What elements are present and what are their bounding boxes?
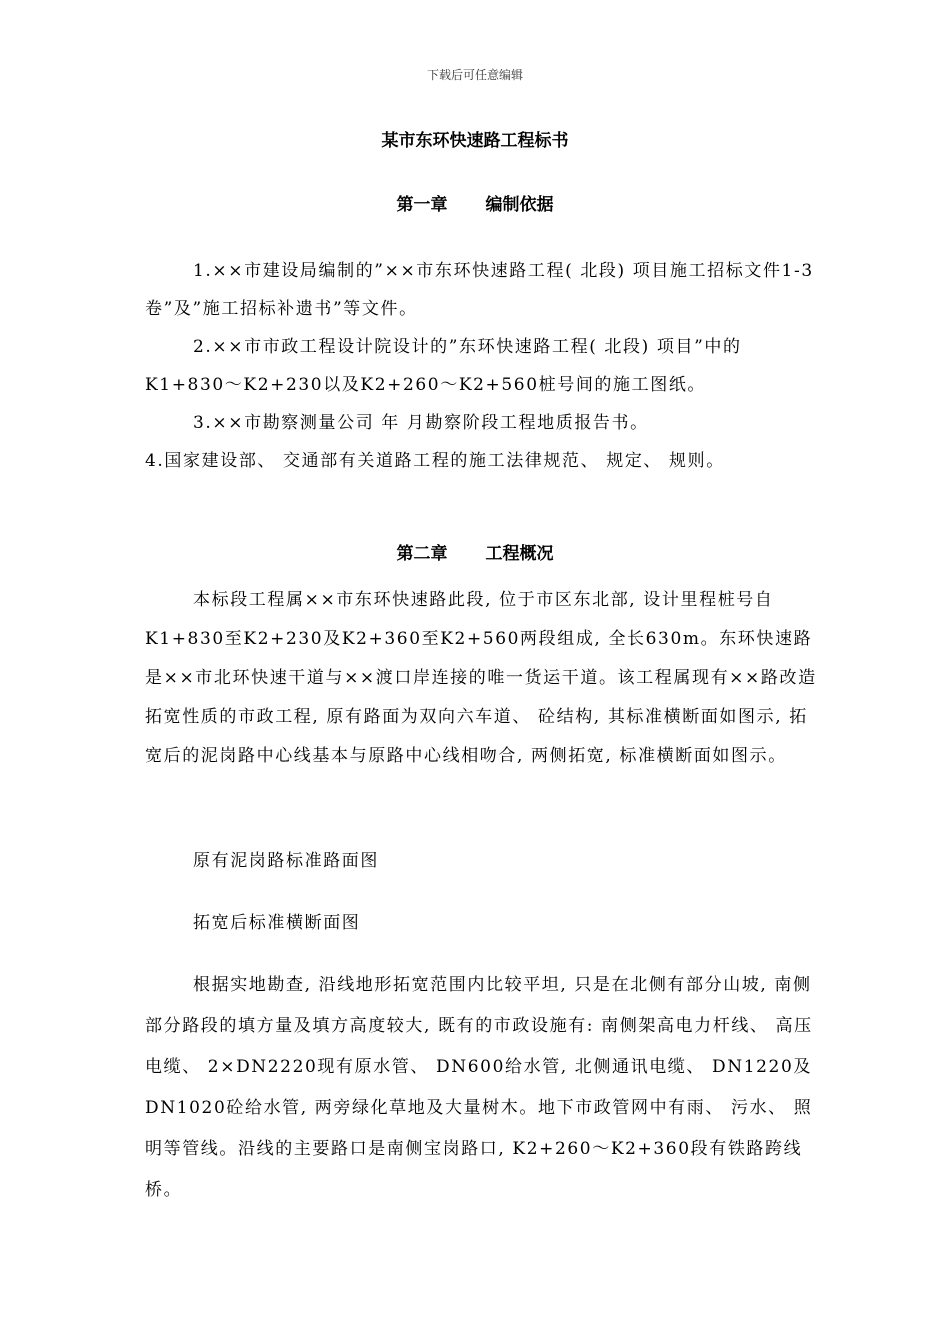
figure-caption-widened-section: 拓宽后标准横断面图 xyxy=(193,913,361,933)
chapter-1-heading xyxy=(0,190,950,215)
basis-item-4: 4.国家建设部、 交通部有关道路工程的施工法律规范、 规定、 规则。 xyxy=(145,451,725,471)
chapter-2-name: 工程概况 xyxy=(485,544,554,564)
chapter-2-heading xyxy=(0,539,950,564)
chapter-1-body xyxy=(145,252,817,480)
header-note: 下载后可任意编辑 xyxy=(426,68,523,82)
basis-item-2: 2.××市市政工程设计院设计的”东环快速路工程( 北段) 项目”中的K1+830～K2+230以及K2+260～K2+560桩号间的施工图纸。 xyxy=(145,337,742,395)
overview-paragraph: 本标段工程属××市东环快速路此段, 位于市区东北部, 设计里程桩号自K1+830至K2+230及K2+360至K2+560两段组成, 全长630m。东环快速路是××市北环快速干道与××渡口岸连接的唯一货运干道。该工程属现有××路改造拓宽性质的市政工程, 原有路面为双向六车道、 砼结构, 其标准横断面如图示, 拓宽后的泥岗路中心线基本与原路中心线相吻合, 两侧拓宽, 标准横断面如图示。 xyxy=(145,590,817,766)
figure-caption-original-road: 原有泥岗路标准路面图 xyxy=(193,851,379,871)
chapter-1-number: 第一章 xyxy=(396,195,448,215)
basis-item-1: 1.××市建设局编制的”××市东环快速路工程( 北段) 项目施工招标文件1-3卷”及”施工招标补遗书”等文件。 xyxy=(145,261,814,319)
chapter-2-site-survey xyxy=(145,965,817,1211)
document-title: 某市东环快速路工程标书 xyxy=(381,131,569,151)
survey-paragraph: 根据实地勘查, 沿线地形拓宽范围内比较平坦, 只是在北侧有部分山坡, 南侧部分路段的填方量及填方高度较大, 既有的市政设施有: 南侧架高电力杆线、 高压电缆、 2×DN2220现有原水管、 DN600给水管, 北侧通讯电缆、 DN1220及DN1020砼给水管, 两旁绿化草地及大量树木。地下市政管网中有雨、 污水、 照明等管线。沿线的主要路口是南侧宝岗路口, K2+260～K2+360段有铁路跨线桥。 xyxy=(145,975,813,1200)
basis-item-3: 3.××市勘察测量公司 年 月勘察阶段工程地质报告书。 xyxy=(193,413,649,433)
chapter-1-name: 编制依据 xyxy=(485,195,554,215)
chapter-2-overview xyxy=(145,581,817,776)
chapter-2-number: 第二章 xyxy=(396,544,448,564)
